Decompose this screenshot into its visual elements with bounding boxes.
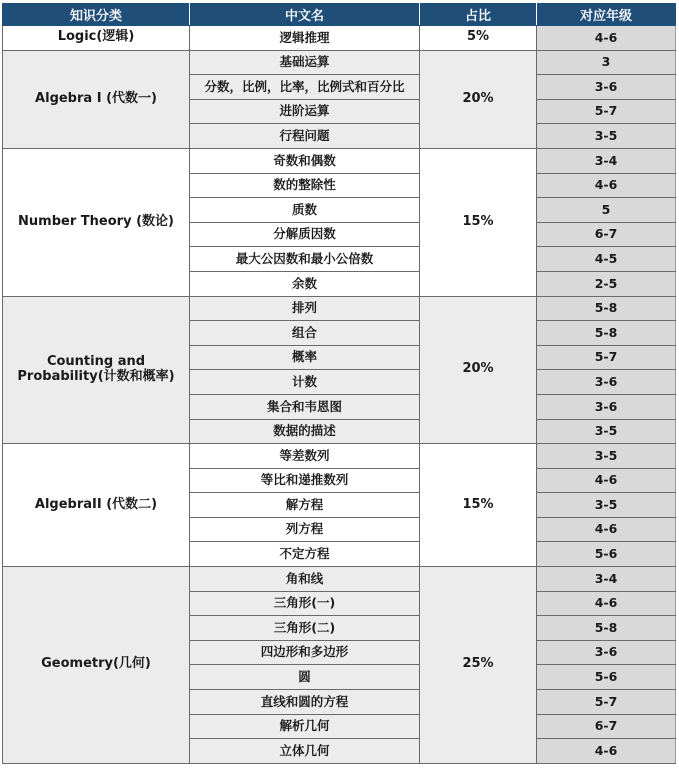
topic-name-cell: 角和线: [190, 567, 420, 592]
header-percent: 占比: [420, 4, 537, 26]
grade-cell: 5-8: [537, 321, 676, 346]
grade-cell: 5-6: [537, 542, 676, 567]
grade-cell: 3-5: [537, 444, 676, 469]
table-row: [3, 444, 676, 469]
grade-cell: 4-5: [537, 247, 676, 272]
topic-name-cell: 数据的描述: [190, 419, 420, 444]
percent-cell: 25%: [420, 567, 537, 764]
percent-cell: 15%: [420, 148, 537, 296]
topic-name-cell: 直线和圆的方程: [190, 690, 420, 715]
topic-name-cell: 解析几何: [190, 714, 420, 739]
curriculum-table: [2, 3, 676, 764]
grade-cell: 3-4: [537, 567, 676, 592]
percent-cell: 20%: [420, 296, 537, 444]
category-cell: Logic(逻辑): [3, 26, 190, 51]
grade-cell: 4-6: [537, 173, 676, 198]
topic-name-cell: 立体几何: [190, 739, 420, 764]
grade-cell: 3-5: [537, 419, 676, 444]
grade-cell: 3-6: [537, 640, 676, 665]
grade-cell: 6-7: [537, 714, 676, 739]
grade-cell: 4-6: [537, 26, 676, 51]
topic-name-cell: 余数: [190, 271, 420, 296]
grade-cell: 5: [537, 198, 676, 223]
topic-name-cell: 基础运算: [190, 50, 420, 75]
topic-name-cell: 等差数列: [190, 444, 420, 469]
grade-cell: 4-6: [537, 468, 676, 493]
table-header: [3, 4, 676, 26]
table-row: [3, 567, 676, 592]
category-cell: Number Theory (数论): [3, 148, 190, 296]
topic-name-cell: 四边形和多边形: [190, 640, 420, 665]
grade-cell: 6-7: [537, 222, 676, 247]
table-row: [3, 296, 676, 321]
grade-cell: 5-6: [537, 665, 676, 690]
table-row: [3, 50, 676, 75]
grade-cell: 4-6: [537, 739, 676, 764]
grade-cell: 4-6: [537, 591, 676, 616]
topic-name-cell: 圆: [190, 665, 420, 690]
topic-name-cell: 三角形(二): [190, 616, 420, 641]
topic-name-cell: 进阶运算: [190, 99, 420, 124]
topic-name-cell: 数的整除性: [190, 173, 420, 198]
topic-name-cell: 分解质因数: [190, 222, 420, 247]
topic-name-cell: 概率: [190, 345, 420, 370]
grade-cell: 5-7: [537, 690, 676, 715]
header-grade: 对应年级: [537, 4, 676, 26]
grade-cell: 3: [537, 50, 676, 75]
category-cell: Counting and Probability(计数和概率): [3, 296, 190, 444]
grade-cell: 5-7: [537, 99, 676, 124]
topic-name-cell: 行程问题: [190, 124, 420, 149]
topic-name-cell: 列方程: [190, 517, 420, 542]
grade-cell: 5-8: [537, 296, 676, 321]
grade-cell: 5-8: [537, 616, 676, 641]
table-body: [3, 26, 676, 764]
header-category: 知识分类: [3, 4, 190, 26]
grade-cell: 2-5: [537, 271, 676, 296]
grade-cell: 3-6: [537, 394, 676, 419]
topic-name-cell: 集合和韦恩图: [190, 394, 420, 419]
category-cell: Algebra I (代数一): [3, 50, 190, 148]
percent-cell: 15%: [420, 444, 537, 567]
topic-name-cell: 不定方程: [190, 542, 420, 567]
topic-name-cell: 最大公因数和最小公倍数: [190, 247, 420, 272]
topic-name-cell: 奇数和偶数: [190, 148, 420, 173]
topic-name-cell: 三角形(一): [190, 591, 420, 616]
percent-cell: 5%: [420, 26, 537, 51]
grade-cell: 5-7: [537, 345, 676, 370]
topic-name-cell: 排列: [190, 296, 420, 321]
header-row: [3, 4, 676, 26]
grade-cell: 3-6: [537, 75, 676, 100]
topic-name-cell: 计数: [190, 370, 420, 395]
topic-name-cell: 组合: [190, 321, 420, 346]
grade-cell: 4-6: [537, 517, 676, 542]
topic-name-cell: 逻辑推理: [190, 26, 420, 51]
topic-name-cell: 解方程: [190, 493, 420, 518]
category-cell: Geometry(几何): [3, 567, 190, 764]
table-row: [3, 26, 676, 51]
table-row: [3, 148, 676, 173]
grade-cell: 3-6: [537, 370, 676, 395]
header-chinese-name: 中文名: [190, 4, 420, 26]
grade-cell: 3-5: [537, 124, 676, 149]
topic-name-cell: 分数，比例，比率，比例式和百分比: [190, 75, 420, 100]
topic-name-cell: 等比和递推数列: [190, 468, 420, 493]
grade-cell: 3-4: [537, 148, 676, 173]
grade-cell: 3-5: [537, 493, 676, 518]
topic-name-cell: 质数: [190, 198, 420, 223]
percent-cell: 20%: [420, 50, 537, 148]
category-cell: AlgebraII (代数二): [3, 444, 190, 567]
